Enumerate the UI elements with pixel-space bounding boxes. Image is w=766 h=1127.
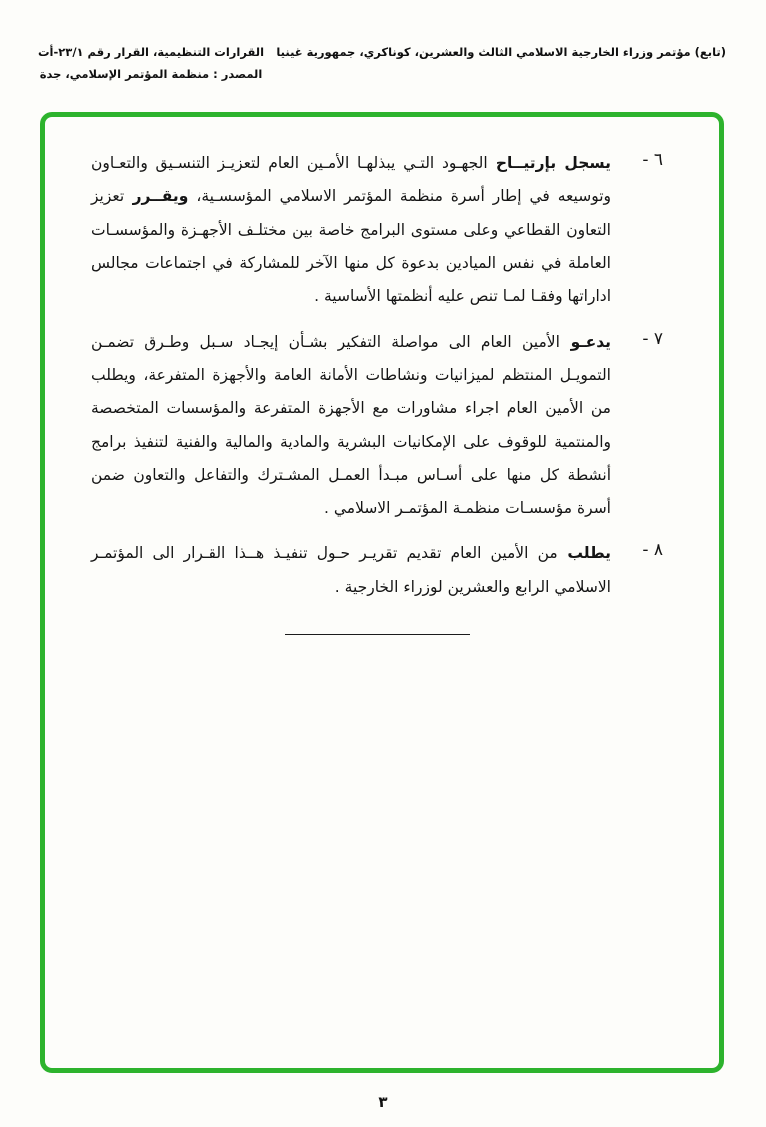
resolution-item	[91, 147, 663, 314]
header-resolution-number: القرارات التنظيمية، القرار رقم ٢٣/١-أت	[38, 45, 265, 59]
item-number: ٨ -	[642, 540, 663, 561]
resolution-items-list	[91, 147, 663, 604]
end-divider	[285, 634, 470, 635]
item-number: ٧ -	[642, 328, 663, 349]
item-text: يسجل بإرتيــاح الجهـود التـي يبذلهـا الأمـين العام لتعزيـز التنسـيق والتعـاون وتوسيعه في إطار أسرة منظمة المؤتمر الاسلامي المؤسسـية، ويقــرر تعزيز التعاون القطاعي وعلى مستوى البرامج خاصة بين مختلـف الأجهـزة والمؤسسـات العاملة في نفس الميادين بدعوة كل منها الآخر للمشاركة في اجتماعات مجالس اداراتها وفقـا لمـا تنص عليه أنظمتها الأساسية .	[91, 154, 612, 306]
resolution-item	[91, 326, 663, 526]
resolution-item	[91, 537, 663, 604]
item-text: يدعـو الأمين العام الى مواصلة التفكير بشـأن إيجـاد سـبل وطـرق تضمـن التمويـل المنتظم لميزانيات ونشاطات الأمانة العامة والأجهزة المتفرعة، ويطلب من الأمين العام اجراء مشاورات مع الأجهزة المتفرعة والمؤسسات المتخصصة والمنتمية للوقوف على الإمكانيات البشرية والمادية والمالية والفنية لتنفيذ برامج أنشطة كل منها على أسـاس مبـدأ العمـل المشـترك والتفاعل والتعاون ضمن أسرة مؤسسـات منظمـة المؤتمـر الاسلامي .	[91, 332, 611, 518]
content-border-box	[40, 112, 724, 1073]
header-conference-title: (تابع) مؤتمر وزراء الخارجية الاسلامي الثالث والعشرين، كوناكري، جمهورية غينيا	[276, 45, 726, 59]
page-number: ٣	[378, 1093, 388, 1111]
item-text: يطلب من الأمين العام تقديم تقريـر حـول تنفيـذ هــذا القـرار الى المؤتمـر الاسلامي الرابع والعشرين لوزراء الخارجية .	[91, 544, 611, 596]
header-resolution-block	[38, 42, 264, 86]
header-source-line: المصدر : منظمة المؤتمر الإسلامي، جدة	[39, 66, 263, 81]
page-footer	[0, 1093, 766, 1111]
item-number: ٦ -	[642, 150, 663, 170]
document-header	[38, 42, 726, 86]
